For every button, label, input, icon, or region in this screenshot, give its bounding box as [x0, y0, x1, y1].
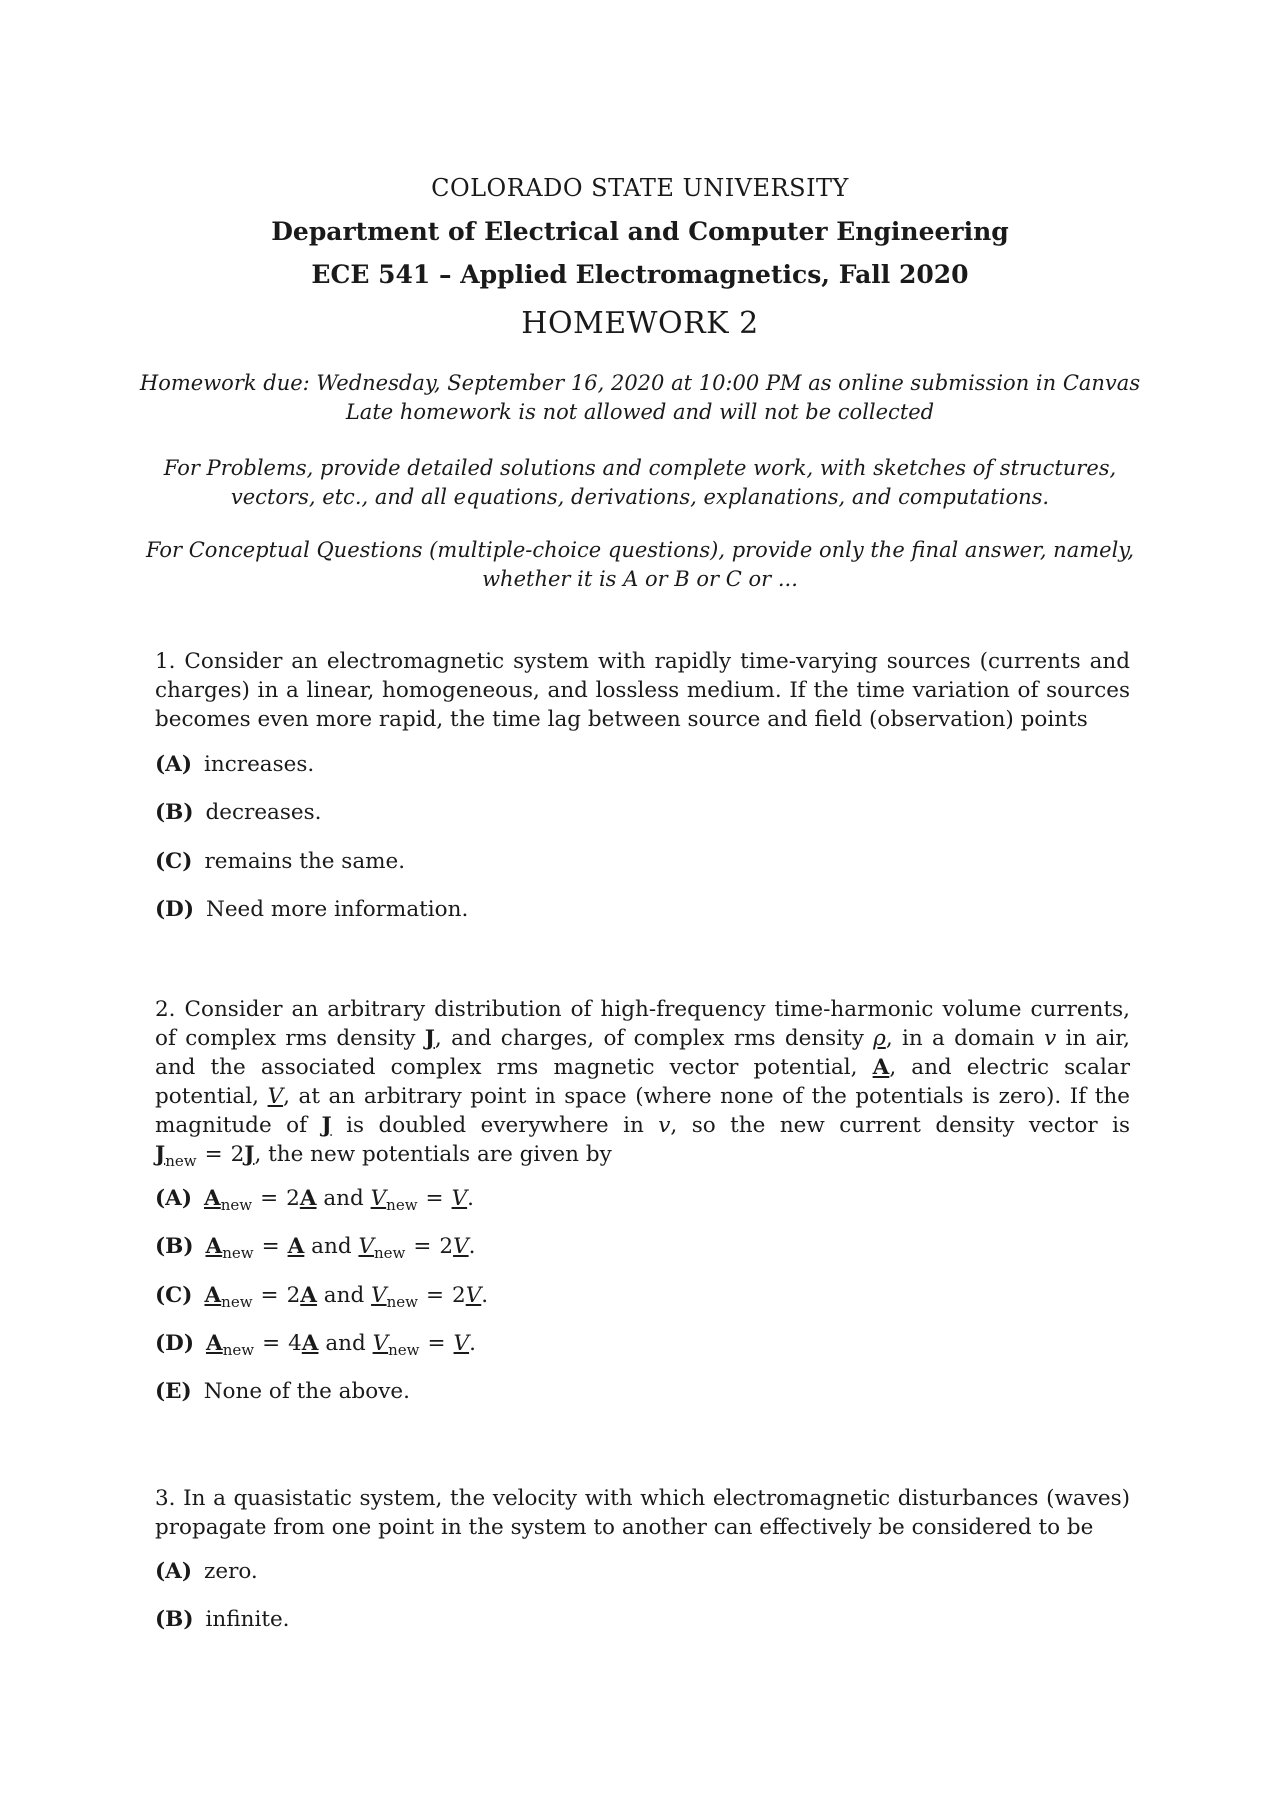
question-3-text: 3. In a quasistatic system, the velocity with which electromagnetic disturbances (waves) propagate from one point in the system to another can effectively be considered to be [155, 1486, 1130, 1540]
q1-option-b [155, 800, 322, 825]
q2-option-b: (B) $A_{new} = A$ and $V_{new} = 2V$. [155, 1234, 476, 1262]
option-text: remains the same. [204, 849, 406, 874]
scalar-potential-symbol: V [267, 1084, 284, 1109]
domain-symbol: v [1044, 1026, 1057, 1051]
question-2-text: 2. Consider an arbitrary distribution of high-frequency time-harmonic volume currents, of complex rms density J, and charges, of complex rms density ρ, in a domain v in air, and the associated complex rms magnetic vector potential, A, and electric scalar potential, V, at an arbitrary point in space (where none of the potentials is zero). If the magnitude of J is doubled everywhere in v, so the new current density vector is $J_{new} = 2J$, the new potentials are given by [155, 997, 1131, 1170]
due-date-line: Homework due: Wednesday, September 16, 2020 at 10:00 PM as online submission in Canvas [139, 371, 1141, 395]
problems-instructions-line-1: For Problems, provide detailed solutions and complete work, with sketches of structures, [163, 456, 1117, 480]
conceptual-instructions-line-2: whether it is A or B or C or ... [482, 567, 798, 591]
vector-potential-symbol: A [872, 1055, 890, 1080]
q2-option-a: (A) $A_{new} = 2A$ and $V_{new} = V$. [155, 1186, 474, 1214]
department-name: Department of Electrical and Computer Engineering [271, 217, 1009, 246]
option-letter: (D) [155, 897, 194, 922]
option-text: zero. [204, 1559, 258, 1584]
option-letter: (A) [155, 1186, 193, 1211]
option-text: decreases. [205, 800, 322, 825]
q2-option-d: (D) $A_{new} = 4A$ and $V_{new} = V$. [155, 1331, 476, 1359]
course-title: ECE 541 – Applied Electromagnetics, Fall 2020 [311, 260, 969, 289]
q2-option-e [155, 1379, 410, 1404]
option-letter: (B) [155, 1607, 194, 1632]
due-notice [0, 369, 1280, 427]
q1-option-d [155, 897, 468, 922]
option-text: Need more information. [206, 897, 469, 922]
late-policy-line: Late homework is not allowed and will not be collected [345, 400, 935, 424]
q2-option-c: (C) $A_{new} = 2A$ and $V_{new} = 2V$. [155, 1283, 489, 1311]
option-letter: (A) [155, 752, 193, 777]
conceptual-instructions-line-1: For Conceptual Questions (multiple-choice questions), provide only the final answer, namely, [145, 538, 1135, 562]
homework-title: HOMEWORK 2 [521, 306, 759, 341]
q3-option-b [155, 1607, 290, 1632]
charge-density-symbol: ρ [873, 1026, 886, 1051]
question-1-text: 1. Consider an electromagnetic system with rapidly time-varying sources (currents and charges) in a linear, homogeneous, and lossless medium. If the time variation of sources becomes even more rapid, the time lag between source and field (observation) points [155, 649, 1130, 732]
option-text: increases. [204, 752, 315, 777]
problems-instructions [0, 454, 1280, 512]
current-density-symbol: J [424, 1026, 435, 1051]
option-letter: (B) [155, 1234, 194, 1259]
option-letter: (B) [155, 800, 194, 825]
option-text: infinite. [205, 1607, 290, 1632]
option-letter: (D) [155, 1331, 194, 1356]
option-letter: (E) [155, 1379, 192, 1404]
university-name: COLORADO STATE UNIVERSITY [431, 174, 849, 202]
problems-instructions-line-2: vectors, etc., and all equations, derivations, explanations, and computations. [230, 485, 1050, 509]
option-text: None of the above. [203, 1379, 410, 1404]
option-letter: (C) [155, 1283, 193, 1308]
q3-option-a [155, 1559, 258, 1584]
option-letter: (C) [155, 849, 193, 874]
q1-option-c [155, 849, 405, 874]
conceptual-instructions [0, 536, 1280, 594]
option-letter: (A) [155, 1559, 193, 1584]
q1-option-a [155, 752, 314, 777]
